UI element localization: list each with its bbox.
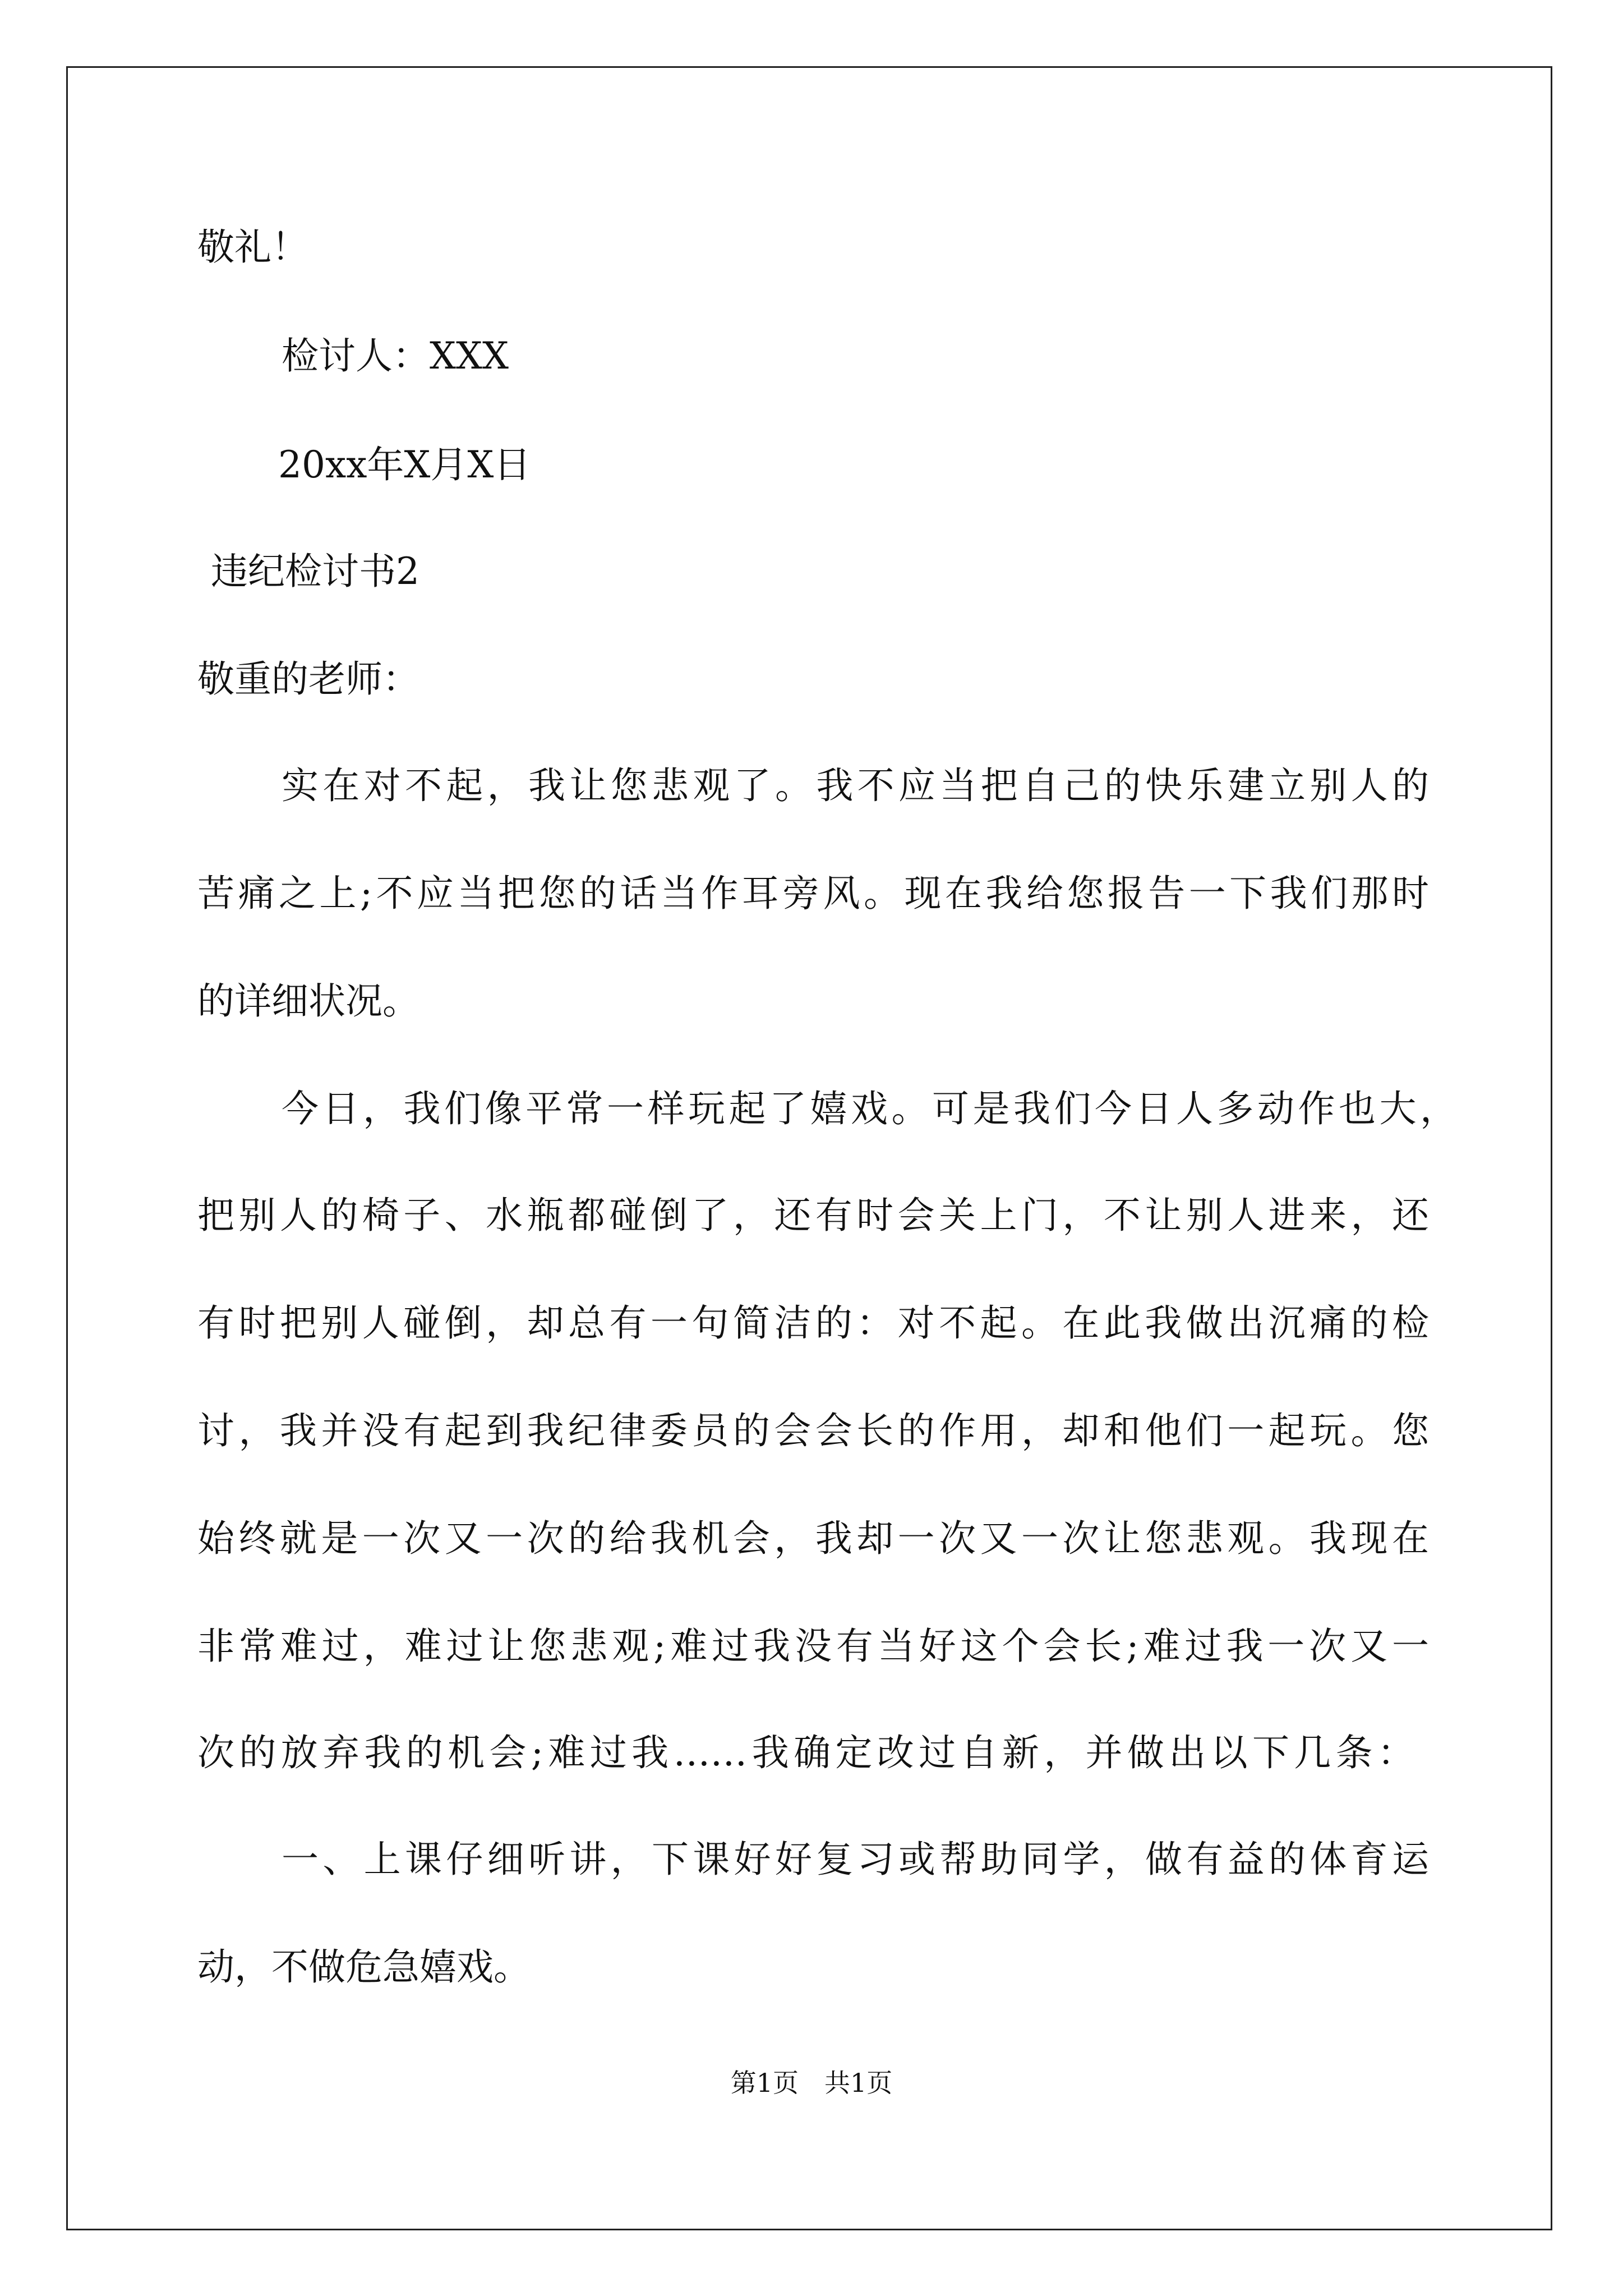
paragraph-line: 今日，我们像平常一样玩起了嬉戏。可是我们今日人多动作也大， [282,1087,1457,1130]
section-title: 违纪检讨书2 [211,550,419,593]
salutation: 敬重的老师： [197,657,419,701]
page-footer: 第1页 共1页 [730,2068,893,2098]
page-border [66,66,1552,2230]
paragraph-line: 始终就是一次又一次的给我机会，我却一次又一次让您悲观。我现在 [197,1517,1429,1560]
closing-line: 敬礼！ [197,226,308,269]
paragraph-line: 讨，我并没有起到我纪律委员的会会长的作用，却和他们一起玩。您 [197,1409,1429,1452]
paragraph-line: 非常难过，难过让您悲观;难过我没有当好这个会长;难过我一次又一 [197,1625,1429,1668]
paragraph-line: 把别人的椅子、水瓶都碰倒了，还有时会关上门，不让别人进来，还 [197,1194,1429,1237]
paragraph-line: 动，不做危急嬉戏。 [197,1945,531,1989]
paragraph-line: 苦痛之上;不应当把您的话当作耳旁风。现在我给您报告一下我们那时 [197,872,1429,915]
paragraph-line: 有时把别人碰倒，却总有一句简洁的：对不起。在此我做出沉痛的检 [197,1301,1429,1345]
paragraph-line: 一、上课仔细听讲，下课好好复习或帮助同学，做有益的体育运 [282,1838,1429,1881]
signature-line: 检讨人：XXX [282,334,509,378]
paragraph-line: 实在对不起，我让您悲观了。我不应当把自己的快乐建立别人的 [282,764,1429,807]
paragraph-line: 次的放弃我的机会;难过我……我确定改过自新，并做出以下几条： [197,1731,1414,1774]
date-line: 20xx年X月X日 [278,443,531,486]
paragraph-line: 的详细状况。 [197,979,419,1023]
